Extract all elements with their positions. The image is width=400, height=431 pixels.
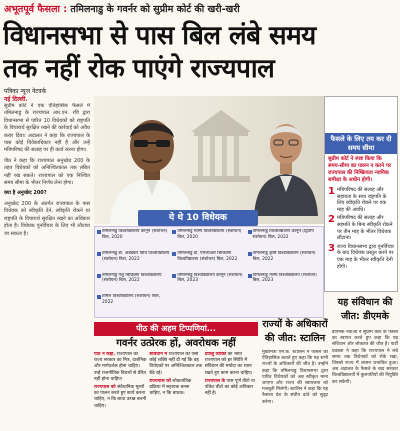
bullet-square-icon — [97, 230, 101, 234]
bullet-square-icon — [172, 230, 176, 234]
remark-item — [94, 352, 147, 383]
remark-lead: संविधान में — [149, 352, 168, 357]
headline-line-2: तक नहीं रोक पाएंगे राज्यपाल — [3, 54, 275, 84]
chief-minister-photo — [102, 100, 202, 224]
remark-lead: दयालु व्यक्ति — [204, 352, 227, 357]
remark-text: राज्यपाल को राज्य सरकार का मित्र, दार्शनिक और मार्गदर्शक होना चाहिए। उन्हें राजनीतिक विचारों से प्रेरित नहीं होना चाहिए। — [94, 352, 147, 382]
remark-text: की भांति राज्यपाल को हर स्थिति में संविधान की मर्यादा का ध्यान रखते हुए काम करना चाहिए। — [204, 352, 253, 376]
remark-lead: राज्यपाल को — [94, 385, 116, 391]
remark-text: पास पूर्ण वीटो या पॉकेट वीटो का कोई अधिकार नहीं है। — [204, 378, 255, 397]
bill-text: तमिलनाडु डॉ. अंबेडकर विधि विश्वविद्यालय (संशोधन) बिल, 2022 — [102, 250, 170, 262]
remark-item — [205, 352, 258, 377]
mid-story-headline: राज्यों के अधिकारों की जीत: स्टालिन — [262, 319, 328, 344]
byline — [4, 88, 92, 104]
bill-text: तमिलनाडु विश्वविद्यालय कानून (द्वितीय संशोधन) बिल, 2022 — [252, 229, 314, 240]
remark-item — [149, 352, 202, 377]
bill-text: तमिलनाडु डॉ. एमजीआर चिकित्सा विश्वविद्यालय (संशोधन) बिल, 2022 — [177, 250, 238, 262]
sidebar-point-text: मंत्रिपरिषद की सलाह और सहमति के बिना स्वीकृति रोकने पर तीन माह के भीतर विधेयक लौटाना। — [336, 215, 393, 242]
remark-item — [149, 379, 202, 398]
bill-text: तमिलनाडु कृषि विश्वविद्यालय (संशोधन) बिल, 2022 — [252, 250, 316, 262]
headline-line-1: विधानसभा से पास बिल लंबे समय — [3, 21, 316, 51]
remark-text: संवैधानिक मूल्यों का पालन करते हुए कार्य करना चाहिए, न कि बाधा उत्पन्न करनी चाहिए। — [94, 385, 147, 409]
right-story-headline: यह संविधान की जीत: डीएमके — [337, 297, 393, 322]
left-para-3: अनुच्छेद 200 के अंतर्गत राज्यपाल के पास विधेयक को स्वीकृति देने, स्वीकृति रोकने या राष्ट्रपति के विचारार्थ सुरक्षित रखने का अधिकार होता है। विधेयक पुनर्विचार के लिए भी लौटाया जा सकता है। — [4, 200, 90, 237]
left-column-story — [4, 103, 90, 428]
bill-text: तमिल विश्वविद्यालय (संशोधन) बिल, 2022 — [102, 294, 160, 306]
bullet-square-icon — [248, 252, 252, 256]
governor-photo — [250, 106, 322, 216]
bill-item — [97, 294, 170, 315]
left-subhead: क्या है अनुच्छेद 200? — [4, 190, 47, 197]
bills-heading: ये थे 10 विधेयक — [138, 210, 258, 226]
bill-text: तमिलनाडु मत्स्य विश्वविद्यालय (संशोधन) बिल, 2023 — [252, 272, 317, 284]
remarks-column — [94, 352, 147, 428]
bullet-square-icon — [172, 252, 176, 256]
remarks-column — [149, 352, 202, 428]
bullet-square-icon — [97, 252, 101, 256]
bill-item — [172, 229, 245, 250]
sidebar-point-text: राज्य विधानसभा द्वारा पुनर्विचार के बाद विधेयक प्रस्तुत करने पर एक माह के भीतर स्वीकृति देनी होगी। — [336, 243, 394, 270]
left-para-2: पीठ ने कहा कि राज्यपाल अनुच्छेद 200 के तहत विधेयकों को अनिश्चितकाल तक लंबित नहीं रख सकते। राज्यपाल को एक निश्चित समय सीमा के भीतर निर्णय लेना होगा। — [4, 157, 90, 187]
byline-place: नई दिल्ली. — [4, 96, 28, 103]
bullet-square-icon — [97, 295, 101, 299]
sidebar-point-number: 1 — [328, 186, 335, 197]
sidebar-point — [325, 243, 397, 271]
bill-text: तमिलनाडु मत्स्य विश्वविद्यालय (संशोधन) बिल, 2020 — [177, 229, 242, 240]
bullet-square-icon — [248, 274, 252, 278]
kicker — [4, 2, 396, 18]
bill-item — [97, 273, 170, 294]
remark-lead: राज्यपाल को — [149, 378, 171, 384]
remarks-subheading: गवर्नर उत्प्रेरक हों, अवरोधक नहीं — [116, 338, 236, 349]
sidebar-point-number: 3 — [328, 242, 335, 254]
bill-item — [97, 229, 170, 250]
remarks-heading: पीठ की अहम टिप्पणियां... — [94, 322, 258, 336]
remark-text: लोकतांत्रिक प्रक्रिया में सहायक बनना चाहिए, न कि बाधक। — [149, 378, 192, 397]
remark-item — [205, 379, 258, 398]
sidebar-point-number: 2 — [328, 214, 335, 226]
bill-text: तमिलनाडु विश्वविद्यालय कानून (संशोधन) बिल, 2023 — [177, 272, 243, 284]
sidebar-point — [325, 214, 397, 242]
bill-item — [172, 251, 245, 272]
headline — [3, 19, 397, 85]
bills-list — [94, 226, 324, 318]
bullet-square-icon — [172, 274, 176, 278]
kicker-label: अभूतपूर्व फैसला : — [4, 4, 68, 15]
kicker-text: तमिलनाडु के गवर्नर को सुप्रीम कोर्ट की खरी-खरी — [70, 4, 240, 15]
bill-item — [248, 273, 321, 294]
bill-item — [97, 251, 170, 272]
remark-item — [94, 385, 147, 410]
byline-desk: पत्रिका न्यूज नेटवर्क — [4, 88, 47, 95]
bill-text: तमिलनाडु विश्वविद्यालय कानून (संशोधन) बिल, 2020 — [102, 229, 168, 240]
remarks-columns — [94, 352, 258, 428]
bullet-square-icon — [248, 230, 252, 234]
bill-text: तमिलनाडु पशु चिकित्सा विश्वविद्यालय (संशोधन) बिल, 2022 — [102, 272, 162, 284]
remark-text: राज्यपाल को ऐसी कोई शक्ति नहीं दी गई कि वह विधेयकों पर अनिश्चितकाल तक बैठे रहें। — [149, 352, 203, 376]
sidebar-point-text: मंत्रिपरिषद की सलाह और सहायता के साथ राष्ट्रपति के लिए स्वीकृति रोकने पर एक माह की अवधि। — [336, 187, 387, 213]
remark-lead: पीठ ने कहा, — [94, 352, 116, 357]
sidebar-point — [325, 186, 397, 214]
remarks-column — [205, 352, 258, 428]
bill-item — [248, 251, 321, 272]
bullet-square-icon — [97, 274, 101, 278]
timeline-sidebar — [324, 96, 398, 292]
remark-lead: राज्यपाल के — [204, 378, 226, 384]
right-story-text: डीएमके नेताओं ने सुप्रीम कोर्ट के फैसले का स्वागत करते हुए कहा कि यह संविधान और लोकतंत्र की जीत है। पार्टी प्रवक्ता ने कहा कि राज्यपाल ने लंबे समय तक विधेयकों को रोके रखा, जिससे राज्य में शासन प्रभावित हुआ। अब अदालत के फैसले के बाद सरकार विश्वविद्यालयों में कुलपतियों की नियुक्ति कर सकेगी। — [332, 330, 398, 385]
sidebar-intro: सुप्रीम कोर्ट ने स्पष्ट किया कि समय-सीमा का पालन न करने पर राज्यपाल की निष्क्रियता न्यायिक समीक्षा के अधीन होगी। — [328, 156, 392, 183]
bill-item — [248, 229, 321, 250]
sidebar-heading: फैसले के लिए तय कर दी समय सीमा — [325, 133, 397, 154]
left-para-1: सुप्रीम कोर्ट ने एक ऐतिहासिक फैसले में तमिलनाडु के राज्यपाल आर.एन. रवि द्वारा विधानसभा से पारित 10 विधेयकों को राष्ट्रपति के विचारार्थ सुरक्षित रखने की कार्रवाई को अवैध करार दिया। अदालत ने कहा कि राज्यपाल के पास कोई विवेकाधिकार नहीं है और उन्हें मंत्रिपरिषद की सलाह पर ही कार्य करना होगा। — [4, 103, 90, 154]
mid-story-text: मुख्यमंत्री एम.के. स्टालिन ने फैसले को ऐतिहासिक बताते हुए कहा कि यह सभी राज्यों के अधिकारों की जीत है। उन्होंने कहा कि तमिलनाडु विधानसभा द्वारा पारित विधेयकों को अब स्वीकृत माना जाएगा और राज्य की स्वायत्तता को मजबूती मिलेगी। स्टालिन ने कहा कि यह फैसला देश के संघीय ढांचे को सुदृढ़ करेगा। — [262, 350, 328, 405]
photo-collage — [94, 96, 324, 224]
bill-item — [172, 273, 245, 294]
